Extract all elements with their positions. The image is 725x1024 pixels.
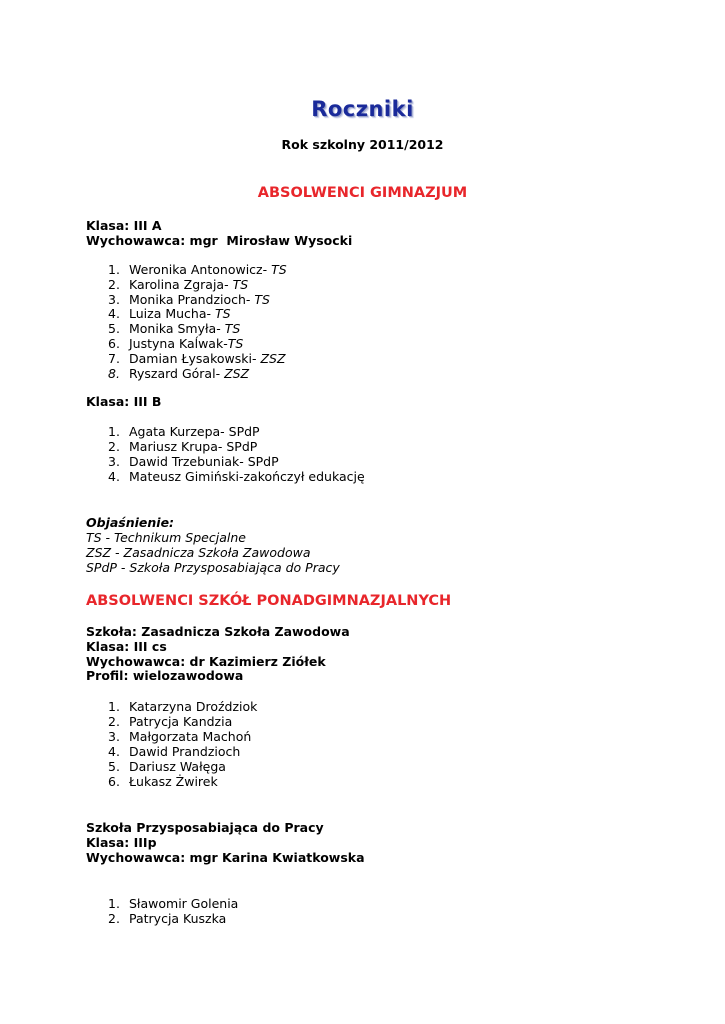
list-item-number: 4. [108,744,120,759]
list-item [108,759,226,774]
student-name: Luiza Mucha- [129,306,215,322]
school2-teacher: Wychowawca: mgr Karina Kwiatkowska [86,850,365,865]
list-item [108,306,231,321]
list-item-number: 6. [108,336,120,351]
school1-teacher: Wychowawca: dr Kazimierz Ziółek [86,654,326,669]
list-item-number: 7. [108,350,120,366]
school-tag: TS [271,262,287,277]
list-item-number: 1. [108,424,120,439]
student-name: Karolina Zgraja- [129,276,233,292]
list-item-number: 2. [108,911,120,926]
list-item [108,439,257,454]
school-tag: ZSZ [260,350,286,366]
list-item-number: 8. [108,365,120,381]
list-item [108,262,287,277]
school-tag: TS [232,276,249,292]
student-name: Weronika Antonowicz- [129,262,272,277]
list-item [108,351,286,366]
list-item [108,896,238,911]
student-name: Ryszard Góral- [129,365,225,381]
list-item [108,744,240,759]
student-name: Łukasz Żwirek [129,774,218,789]
legend-line: SPdP - Szkoła Przysposabiająca do Pracy [86,560,340,575]
student-name: Damian Łysakowski- [129,350,261,366]
student-name: Sławomir Golenia [129,896,239,911]
student-name: Mariusz Krupa- SPdP [129,439,258,454]
list-item [108,292,270,307]
student-name: Monika Smyła- [129,321,225,337]
list-item-number: 1. [108,262,120,277]
class-a-teacher: Wychowawca: mgr Mirosław Wysocki [86,233,353,248]
school-tag: TS [214,306,231,322]
school1-name: Szkoła: Zasadnicza Szkoła Zawodowa [86,624,350,639]
student-name: Patrycja Kuszka [129,911,227,926]
list-item-number: 4. [108,469,120,484]
page-title: Roczniki [311,97,414,121]
school1-class: Klasa: III cs [86,639,167,654]
legend-line: ZSZ - Zasadnicza Szkoła Zawodowa [86,545,311,560]
list-item-number: 2. [108,439,120,454]
school2-name: Szkoła Przysposabiająca do Pracy [86,820,324,835]
student-name: Małgorzata Machoń [129,729,252,744]
list-item [108,469,365,484]
class-b-label: Klasa: III B [86,394,162,409]
school1-profile: Profil: wielozawodowa [86,668,244,683]
list-item [108,424,260,439]
student-name: Monika Prandzioch- [129,291,255,307]
class-a-label: Klasa: III A [86,218,162,233]
list-item-number: 2. [108,276,120,292]
list-item-number: 5. [108,759,120,774]
student-name: Dawid Trzebuniak- SPdP [129,454,279,469]
list-item-number: 4. [108,306,120,322]
student-name: Justyna Kaĺwak- [129,336,228,351]
list-item [108,277,248,292]
legend-heading: Objaśnienie: [86,515,175,530]
list-item-number: 2. [108,714,120,729]
section-heading-gimnazjum: ABSOLWENCI GIMNAZJUM [257,185,468,201]
student-name: Agata Kurzepa- SPdP [129,424,260,439]
list-item [108,729,251,744]
list-item [108,366,249,381]
list-item-number: 3. [108,291,120,307]
list-item [108,699,257,714]
list-item [108,454,279,469]
student-name: Mateusz Gimiński-zakończył edukację [129,469,365,484]
legend-line: TS - Technikum Specjalne [86,530,246,545]
school-tag: ZSZ [224,365,250,381]
list-item-number: 6. [108,774,120,789]
student-name: Katarzyna Droździok [129,699,258,714]
list-item [108,774,218,789]
school-tag: TS [224,321,241,337]
school-tag: TS [227,336,244,351]
list-item-number: 1. [108,699,120,714]
school-tag: TS [254,291,270,307]
list-item [108,321,240,336]
list-item-number: 3. [108,454,120,469]
list-item [108,911,226,926]
list-item-number: 1. [108,896,120,911]
list-item-number: 5. [108,321,120,337]
list-item [108,714,232,729]
student-name: Dariusz Wałęga [129,759,226,774]
student-name: Patrycja Kandzia [129,714,233,729]
list-item [108,336,243,351]
section-heading-ponadgimnazjalne: ABSOLWENCI SZKÓŁ PONADGIMNAZJALNYCH [86,593,452,609]
school2-class: Klasa: IIIp [86,835,157,850]
school-year: Rok szkolny 2011/2012 [281,137,444,152]
list-item-number: 3. [108,729,120,744]
student-name: Dawid Prandzioch [129,744,241,759]
